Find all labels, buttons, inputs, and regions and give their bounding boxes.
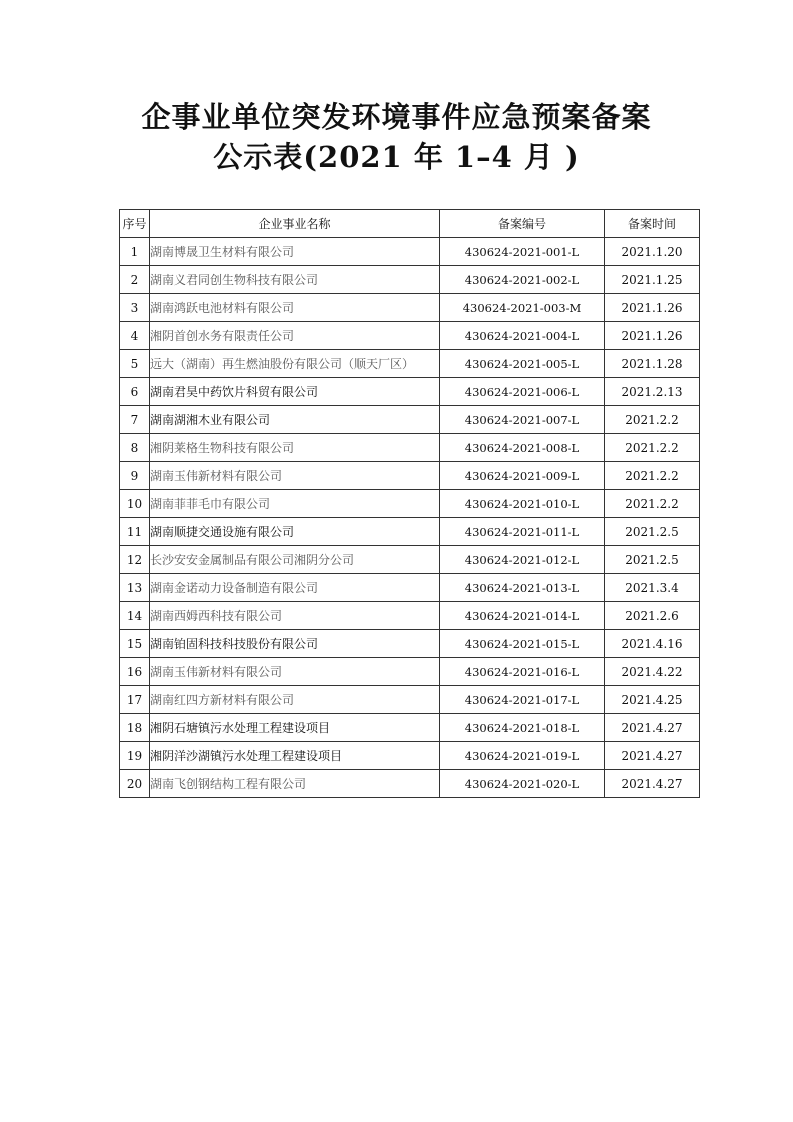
filing-code: 430624-2021-019-L <box>440 742 605 770</box>
filing-date: 2021.2.6 <box>605 602 700 630</box>
filing-date: 2021.2.5 <box>605 518 700 546</box>
company-name: 湘阴首创水务有限责任公司 <box>150 322 440 350</box>
table-row <box>120 658 700 686</box>
filing-code: 430624-2021-001-L <box>440 238 605 266</box>
company-name: 湘阴石塘镇污水处理工程建设项目 <box>150 714 440 742</box>
filing-code: 430624-2021-005-L <box>440 350 605 378</box>
row-number: 15 <box>120 630 150 658</box>
row-number: 13 <box>120 574 150 602</box>
company-name: 长沙安安金属制品有限公司湘阴分公司 <box>150 546 440 574</box>
table-row <box>120 490 700 518</box>
table-row <box>120 602 700 630</box>
table-row <box>120 742 700 770</box>
row-number: 9 <box>120 462 150 490</box>
header-name: 企业事业名称 <box>150 210 440 238</box>
filing-code: 430624-2021-013-L <box>440 574 605 602</box>
filing-date: 2021.1.20 <box>605 238 700 266</box>
row-number: 17 <box>120 686 150 714</box>
filing-code: 430624-2021-010-L <box>440 490 605 518</box>
filing-code: 430624-2021-018-L <box>440 714 605 742</box>
filing-date: 2021.4.25 <box>605 686 700 714</box>
row-number: 4 <box>120 322 150 350</box>
header-no: 序号 <box>120 210 150 238</box>
company-name: 湖南铂固科技科技股份有限公司 <box>150 630 440 658</box>
filing-code: 430624-2021-015-L <box>440 630 605 658</box>
table-row <box>120 266 700 294</box>
row-number: 18 <box>120 714 150 742</box>
company-name: 湖南君昊中药饮片科贸有限公司 <box>150 378 440 406</box>
table-row <box>120 518 700 546</box>
company-name: 湖南博晟卫生材料有限公司 <box>150 238 440 266</box>
header-code: 备案编号 <box>440 210 605 238</box>
row-number: 11 <box>120 518 150 546</box>
filing-code: 430624-2021-012-L <box>440 546 605 574</box>
filing-date: 2021.2.2 <box>605 434 700 462</box>
company-name: 湖南义君同创生物科技有限公司 <box>150 266 440 294</box>
company-name: 湖南玉伟新材料有限公司 <box>150 462 440 490</box>
table-body <box>120 238 700 798</box>
row-number: 3 <box>120 294 150 322</box>
table-row <box>120 378 700 406</box>
company-name: 湖南顺捷交通设施有限公司 <box>150 518 440 546</box>
company-name: 湖南金诺动力设备制造有限公司 <box>150 574 440 602</box>
table-row <box>120 462 700 490</box>
row-number: 5 <box>120 350 150 378</box>
table-row <box>120 294 700 322</box>
filing-date: 2021.4.22 <box>605 658 700 686</box>
table-row <box>120 714 700 742</box>
filing-code: 430624-2021-007-L <box>440 406 605 434</box>
filing-code: 430624-2021-004-L <box>440 322 605 350</box>
filing-date: 2021.2.2 <box>605 462 700 490</box>
filing-code: 430624-2021-020-L <box>440 770 605 798</box>
company-name: 湖南玉伟新材料有限公司 <box>150 658 440 686</box>
table-row <box>120 406 700 434</box>
filing-date: 2021.2.5 <box>605 546 700 574</box>
filing-code: 430624-2021-011-L <box>440 518 605 546</box>
filing-date: 2021.4.16 <box>605 630 700 658</box>
filing-date: 2021.2.13 <box>605 378 700 406</box>
document-subtitle: 公示表(2021 年 1–4 月 ) <box>213 140 580 174</box>
filing-date: 2021.1.26 <box>605 294 700 322</box>
filing-date: 2021.2.2 <box>605 406 700 434</box>
row-number: 1 <box>120 238 150 266</box>
filing-date: 2021.4.27 <box>605 742 700 770</box>
filing-date: 2021.3.4 <box>605 574 700 602</box>
filing-code: 430624-2021-016-L <box>440 658 605 686</box>
row-number: 16 <box>120 658 150 686</box>
filing-code: 430624-2021-006-L <box>440 378 605 406</box>
filing-code: 430624-2021-017-L <box>440 686 605 714</box>
header-date: 备案时间 <box>605 210 700 238</box>
company-name: 远大（湖南）再生燃油股份有限公司（顺天厂区） <box>150 350 440 378</box>
filing-records-table <box>119 209 700 798</box>
filing-code: 430624-2021-002-L <box>440 266 605 294</box>
filing-date: 2021.4.27 <box>605 770 700 798</box>
document-title: 企事业单位突发环境事件应急预案备案 <box>141 100 652 134</box>
company-name: 湖南红四方新材料有限公司 <box>150 686 440 714</box>
row-number: 6 <box>120 378 150 406</box>
company-name: 湖南菲菲毛巾有限公司 <box>150 490 440 518</box>
row-number: 14 <box>120 602 150 630</box>
row-number: 2 <box>120 266 150 294</box>
table-row <box>120 322 700 350</box>
filing-code: 430624-2021-003-M <box>440 294 605 322</box>
table-row <box>120 350 700 378</box>
table-row <box>120 630 700 658</box>
filing-code: 430624-2021-009-L <box>440 462 605 490</box>
filing-code: 430624-2021-008-L <box>440 434 605 462</box>
table-row <box>120 546 700 574</box>
company-name: 湖南湖湘木业有限公司 <box>150 406 440 434</box>
row-number: 19 <box>120 742 150 770</box>
table-row <box>120 574 700 602</box>
table-row <box>120 238 700 266</box>
filing-date: 2021.1.26 <box>605 322 700 350</box>
table-row <box>120 770 700 798</box>
filing-date: 2021.1.28 <box>605 350 700 378</box>
row-number: 20 <box>120 770 150 798</box>
table-header-row <box>120 210 700 238</box>
table-row <box>120 686 700 714</box>
filing-code: 430624-2021-014-L <box>440 602 605 630</box>
table-row <box>120 434 700 462</box>
company-name: 湘阴莱格生物科技有限公司 <box>150 434 440 462</box>
row-number: 8 <box>120 434 150 462</box>
row-number: 10 <box>120 490 150 518</box>
row-number: 7 <box>120 406 150 434</box>
company-name: 湖南飞创钢结构工程有限公司 <box>150 770 440 798</box>
filing-date: 2021.2.2 <box>605 490 700 518</box>
row-number: 12 <box>120 546 150 574</box>
filing-date: 2021.4.27 <box>605 714 700 742</box>
company-name: 湖南鸿跃电池材料有限公司 <box>150 294 440 322</box>
company-name: 湘阴洋沙湖镇污水处理工程建设项目 <box>150 742 440 770</box>
filing-date: 2021.1.25 <box>605 266 700 294</box>
company-name: 湖南西姆西科技有限公司 <box>150 602 440 630</box>
